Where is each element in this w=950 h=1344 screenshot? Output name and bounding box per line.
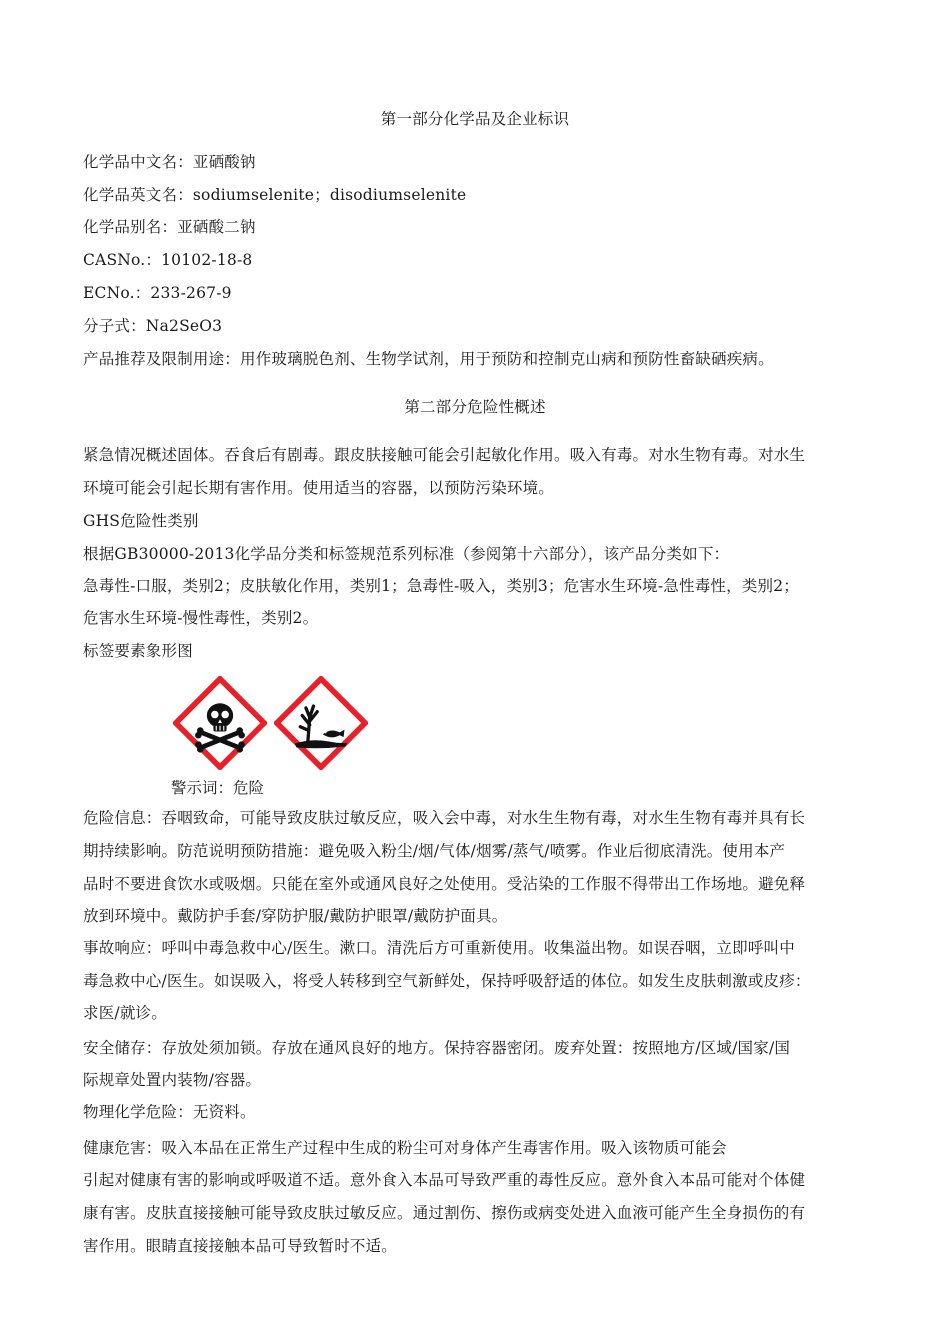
accident-response-line: 事故响应：呼叫中毒急救中心/医生。漱口。清洗后方可重新使用。收集溢出物。如误吞咽，立即呼叫中 xyxy=(83,939,795,957)
section1-title: 第一部分化学品及企业标识 xyxy=(380,110,570,128)
ec-number: ECNo.：233-267-9 xyxy=(83,284,232,302)
hazard-info-line: 放到环境中。戴防护手套/穿防护服/戴防护眼罩/戴防护面具。 xyxy=(83,907,508,925)
chemical-cn-name: 化学品中文名：亚硒酸钠 xyxy=(83,153,256,171)
ghs-basis: 根据GB30000-2013化学品分类和标签规范系列标准（参阅第十六部分），该产品分类如下： xyxy=(83,545,730,563)
accident-response-line: 毒急救中心/医生。如误吸入，将受人转移到空气新鲜处，保持呼吸舒适的体位。如发生皮肤刺激或皮疹： xyxy=(83,972,811,990)
physchem-hazard: 物理化学危险：无资料。 xyxy=(83,1103,256,1121)
classification-line: 危害水生环境-慢性毒性，类别2。 xyxy=(83,609,319,627)
emergency-overview-line: 紧急情况概述固体。吞食后有剧毒。跟皮肤接触可能会引起敏化作用。吸入有毒。对水生物有毒。对水生 xyxy=(83,446,806,464)
accident-response-line: 求医/就诊。 xyxy=(83,1004,167,1022)
recommended-usage: 产品推荐及限制用途：用作玻璃脱色剂、生物学试剂，用于预防和控制克山病和预防性畜缺硒疾病。 xyxy=(83,350,774,368)
health-hazard-line: 康有害。皮肤直接接触可能导致皮肤过敏反应。通过割伤、擦伤或病变处进入血液可能产生全身损伤的有 xyxy=(83,1204,806,1222)
health-hazard-line: 健康危害：吸入本品在正常生产过程中生成的粉尘可对身体产生毒害作用。吸入该物质可能会 xyxy=(83,1139,727,1157)
section2-title: 第二部分危险性概述 xyxy=(404,398,546,416)
emergency-overview-line: 环境可能会引起长期有害作用。使用适当的容器，以预防污染环境。 xyxy=(83,479,555,497)
chemical-alias: 化学品别名：亚硒酸二钠 xyxy=(83,218,256,236)
molecular-formula: 分子式：Na2SeO3 xyxy=(83,317,223,335)
pictogram-title: 标签要素象形图 xyxy=(83,642,193,660)
health-hazard-line: 害作用。眼睛直接接触本品可导致暂时不适。 xyxy=(83,1237,398,1255)
skull-crossbones-icon xyxy=(173,676,267,770)
safe-storage-line: 际规章处置内装物/容器。 xyxy=(83,1071,262,1089)
chemical-en-name: 化学品英文名：sodiumselenite；disodiumselenite xyxy=(83,186,467,204)
safe-storage-line: 安全储存：存放处须加锁。存放在通风良好的地方。保持容器密闭。废弃处置：按照地方/区域/国家/国 xyxy=(83,1039,791,1057)
hazard-info-line: 危险信息：吞咽致命，可能导致皮肤过敏反应，吸入会中毒，对水生生物有毒，对水生生物有毒并具有长 xyxy=(83,809,806,827)
cas-number: CASNo.：10102-18-8 xyxy=(83,251,253,269)
classification-line: 急毒性-口服，类别2；皮肤敏化作用，类别1；急毒性-吸入，类别3；危害水生环境-急性毒性，类别2； xyxy=(83,577,799,595)
hazard-info-line: 期持续影响。防范说明预防措施：避免吸入粉尘/烟/气体/烟雾/蒸气/喷雾。作业后彻底清洗。使用本产 xyxy=(83,842,786,860)
environment-hazard-icon xyxy=(274,676,368,770)
signal-word: 警示词：危险 xyxy=(171,779,265,797)
ghs-category-title: GHS危险性类别 xyxy=(83,512,199,530)
health-hazard-line: 引起对健康有害的影响或呼吸道不适。意外食入本品可导致严重的毒性反应。意外食入本品可能对个体健 xyxy=(83,1171,806,1189)
hazard-pictograms xyxy=(173,676,368,770)
hazard-info-line: 品时不要进食饮水或吸烟。只能在室外或通风良好之处使用。受沾染的工作服不得带出工作场地。避免释 xyxy=(83,875,806,893)
